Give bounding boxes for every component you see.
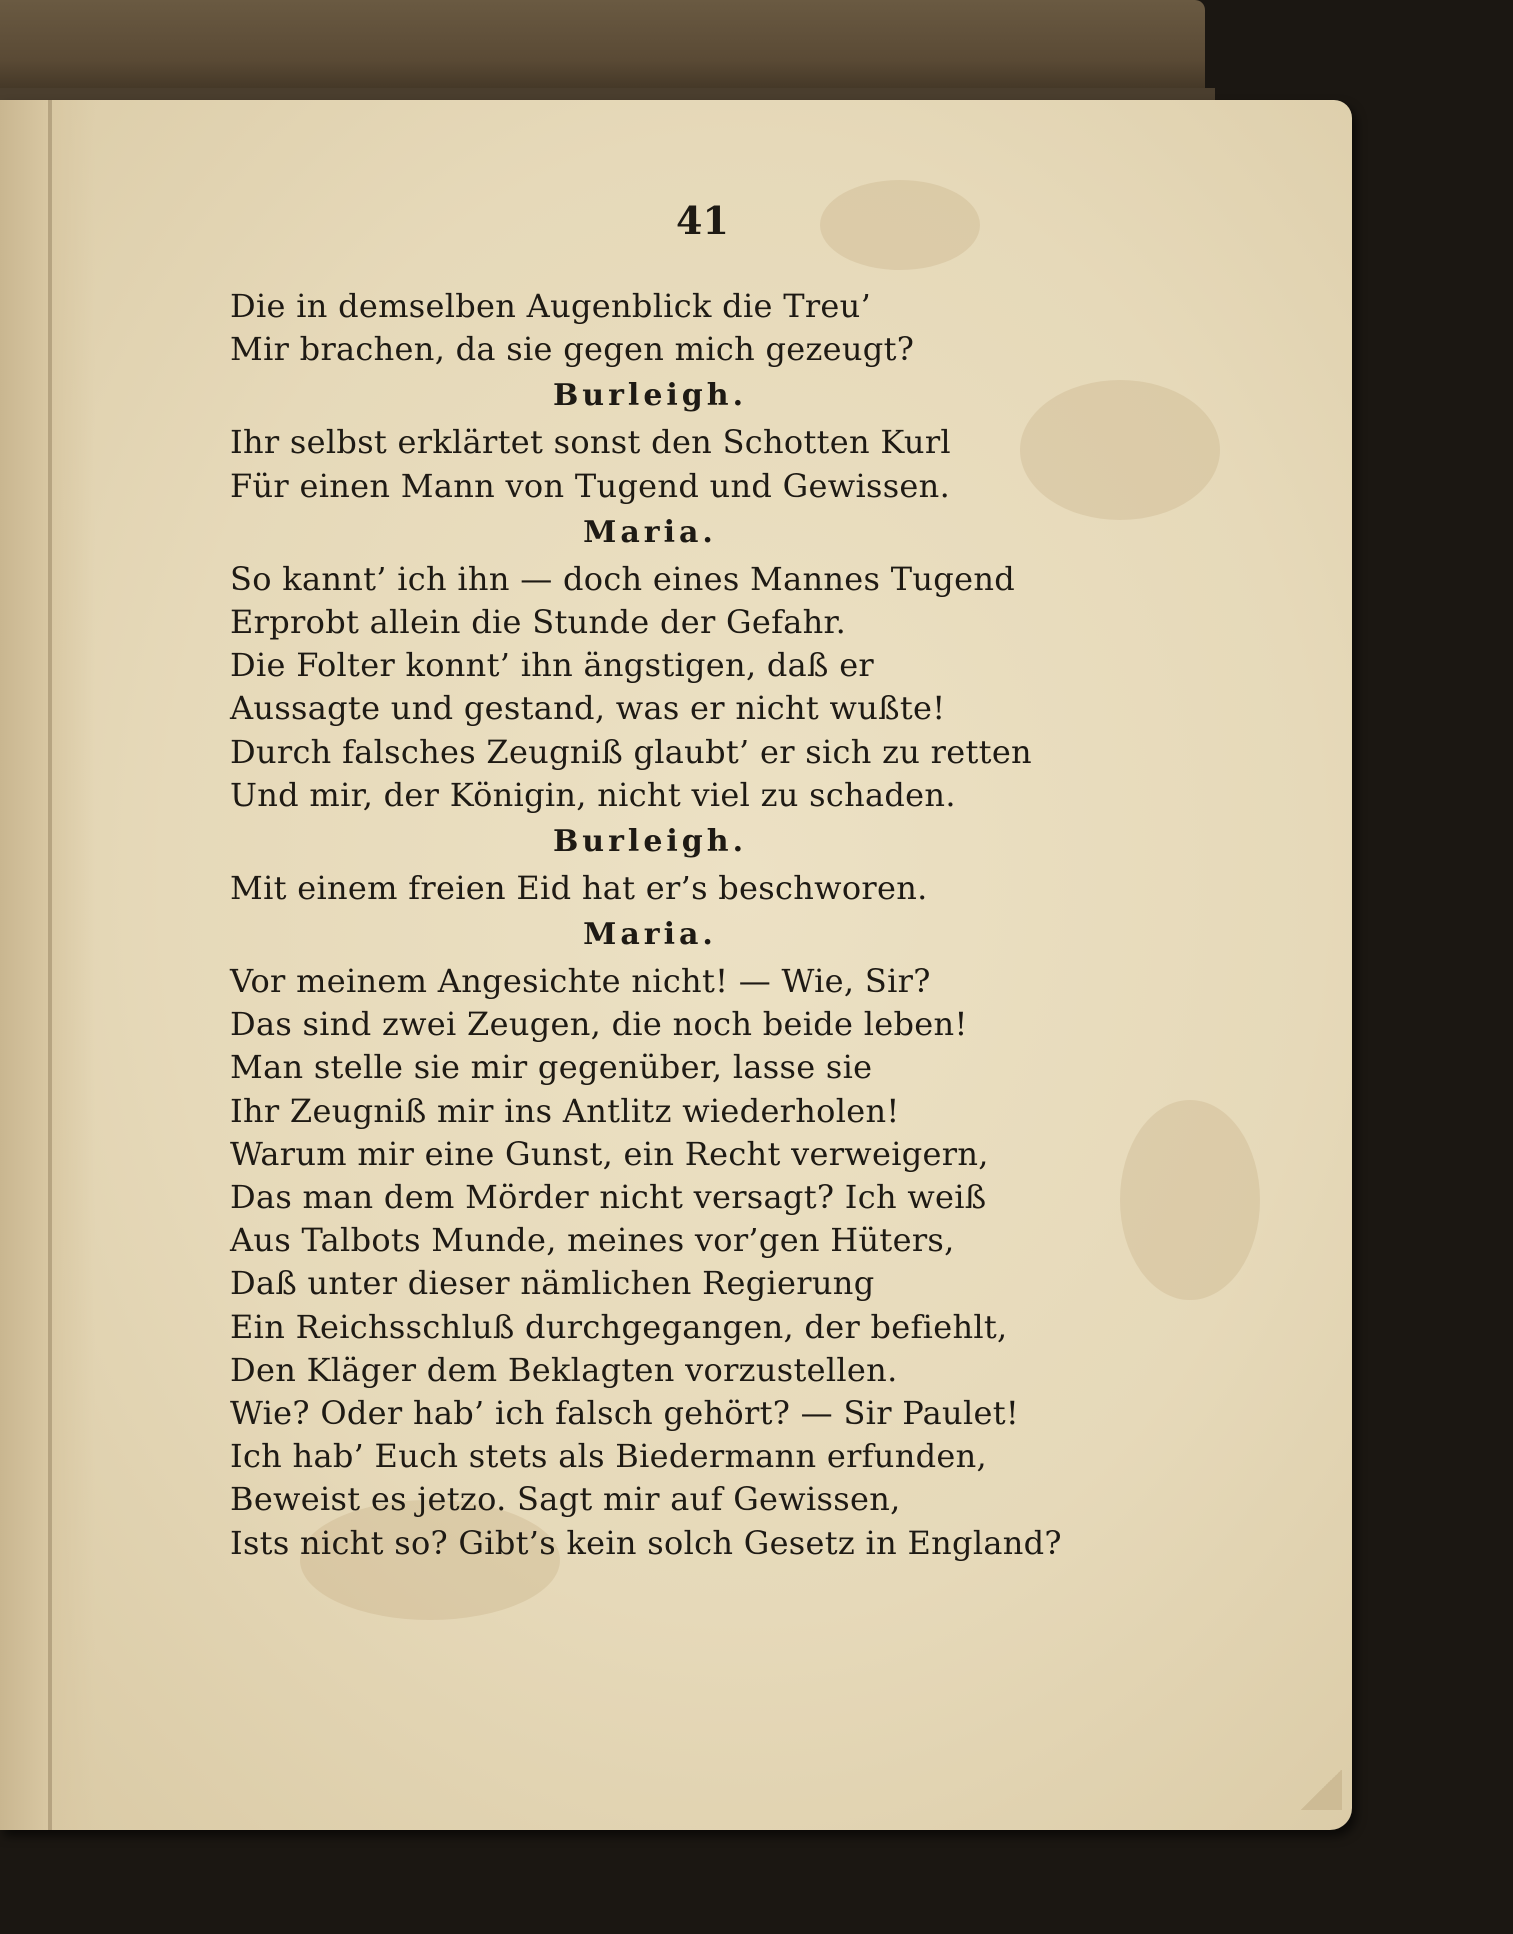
verse-line: Wie? Oder hab’ ich falsch gehört? — Sir Paulet! xyxy=(230,1393,1020,1432)
verse-line: Ists nicht so? Gibt’s kein solch Gesetz in England? xyxy=(230,1523,1062,1562)
verse-line: Das sind zwei Zeugen, die noch beide leben! xyxy=(230,1005,968,1044)
verse-line: Ich hab’ Euch stets als Biedermann erfunden, xyxy=(230,1437,988,1476)
speaker-name: Maria. xyxy=(583,917,717,953)
verse-line: Ein Reichsschluß durchgegangen, der befiehlt, xyxy=(230,1307,1008,1346)
verse-line: Aussagte und gestand, was er nicht wußte! xyxy=(230,689,946,728)
folded-page-corner xyxy=(1300,1770,1342,1810)
verse-line: Die in demselben Augenblick die Treu’ xyxy=(230,287,872,325)
binding-crease xyxy=(48,100,52,1830)
book-cover-top xyxy=(0,0,1205,100)
verse-text-block xyxy=(230,285,1110,1565)
speaker-name: Burleigh. xyxy=(552,823,748,859)
verse-line: Mit einem freien Eid hat er’s beschworen. xyxy=(230,868,928,907)
verse-line: So kannt’ ich ihn — doch eines Mannes Tugend xyxy=(230,559,1016,598)
verse-line: Den Kläger dem Beklagten vorzustellen. xyxy=(230,1350,898,1389)
verse-line: Für einen Mann von Tugend und Gewissen. xyxy=(230,466,951,505)
verse-line: Ihr Zeugniß mir ins Antlitz wiederholen! xyxy=(230,1091,900,1130)
verse-line: Das man dem Mörder nicht versagt? Ich weiß xyxy=(230,1178,987,1216)
speaker-name: Burleigh. xyxy=(552,378,748,414)
paper-stain xyxy=(1120,1100,1260,1300)
verse-line: Durch falsches Zeugniß glaubt’ er sich zu retten xyxy=(230,732,1032,771)
page-number: 41 xyxy=(676,198,729,243)
speaker-name: Maria. xyxy=(583,514,717,550)
verse-line: Man stelle sie mir gegenüber, lasse sie xyxy=(230,1048,873,1087)
verse-line: Beweist es jetzo. Sagt mir auf Gewissen, xyxy=(230,1480,901,1519)
verse-line: Vor meinem Angesichte nicht! — Wie, Sir? xyxy=(230,962,931,1001)
verse-line: Mir brachen, da sie gegen mich gezeugt? xyxy=(230,330,915,369)
verse-line: Daß unter dieser nämlichen Regierung xyxy=(230,1264,875,1303)
verse-line: Aus Talbots Munde, meines vor’gen Hüters, xyxy=(230,1221,955,1260)
verse-line: Ihr selbst erklärtet sonst den Schotten Kurl xyxy=(230,423,951,462)
verse-line: Die Folter konnt’ ihn ängstigen, daß er xyxy=(230,646,875,685)
verse-line: Warum mir eine Gunst, ein Recht verweigern, xyxy=(230,1134,989,1173)
verse-line: Und mir, der Königin, nicht viel zu schaden. xyxy=(230,775,956,814)
verse-line: Erprobt allein die Stunde der Gefahr. xyxy=(230,602,847,641)
